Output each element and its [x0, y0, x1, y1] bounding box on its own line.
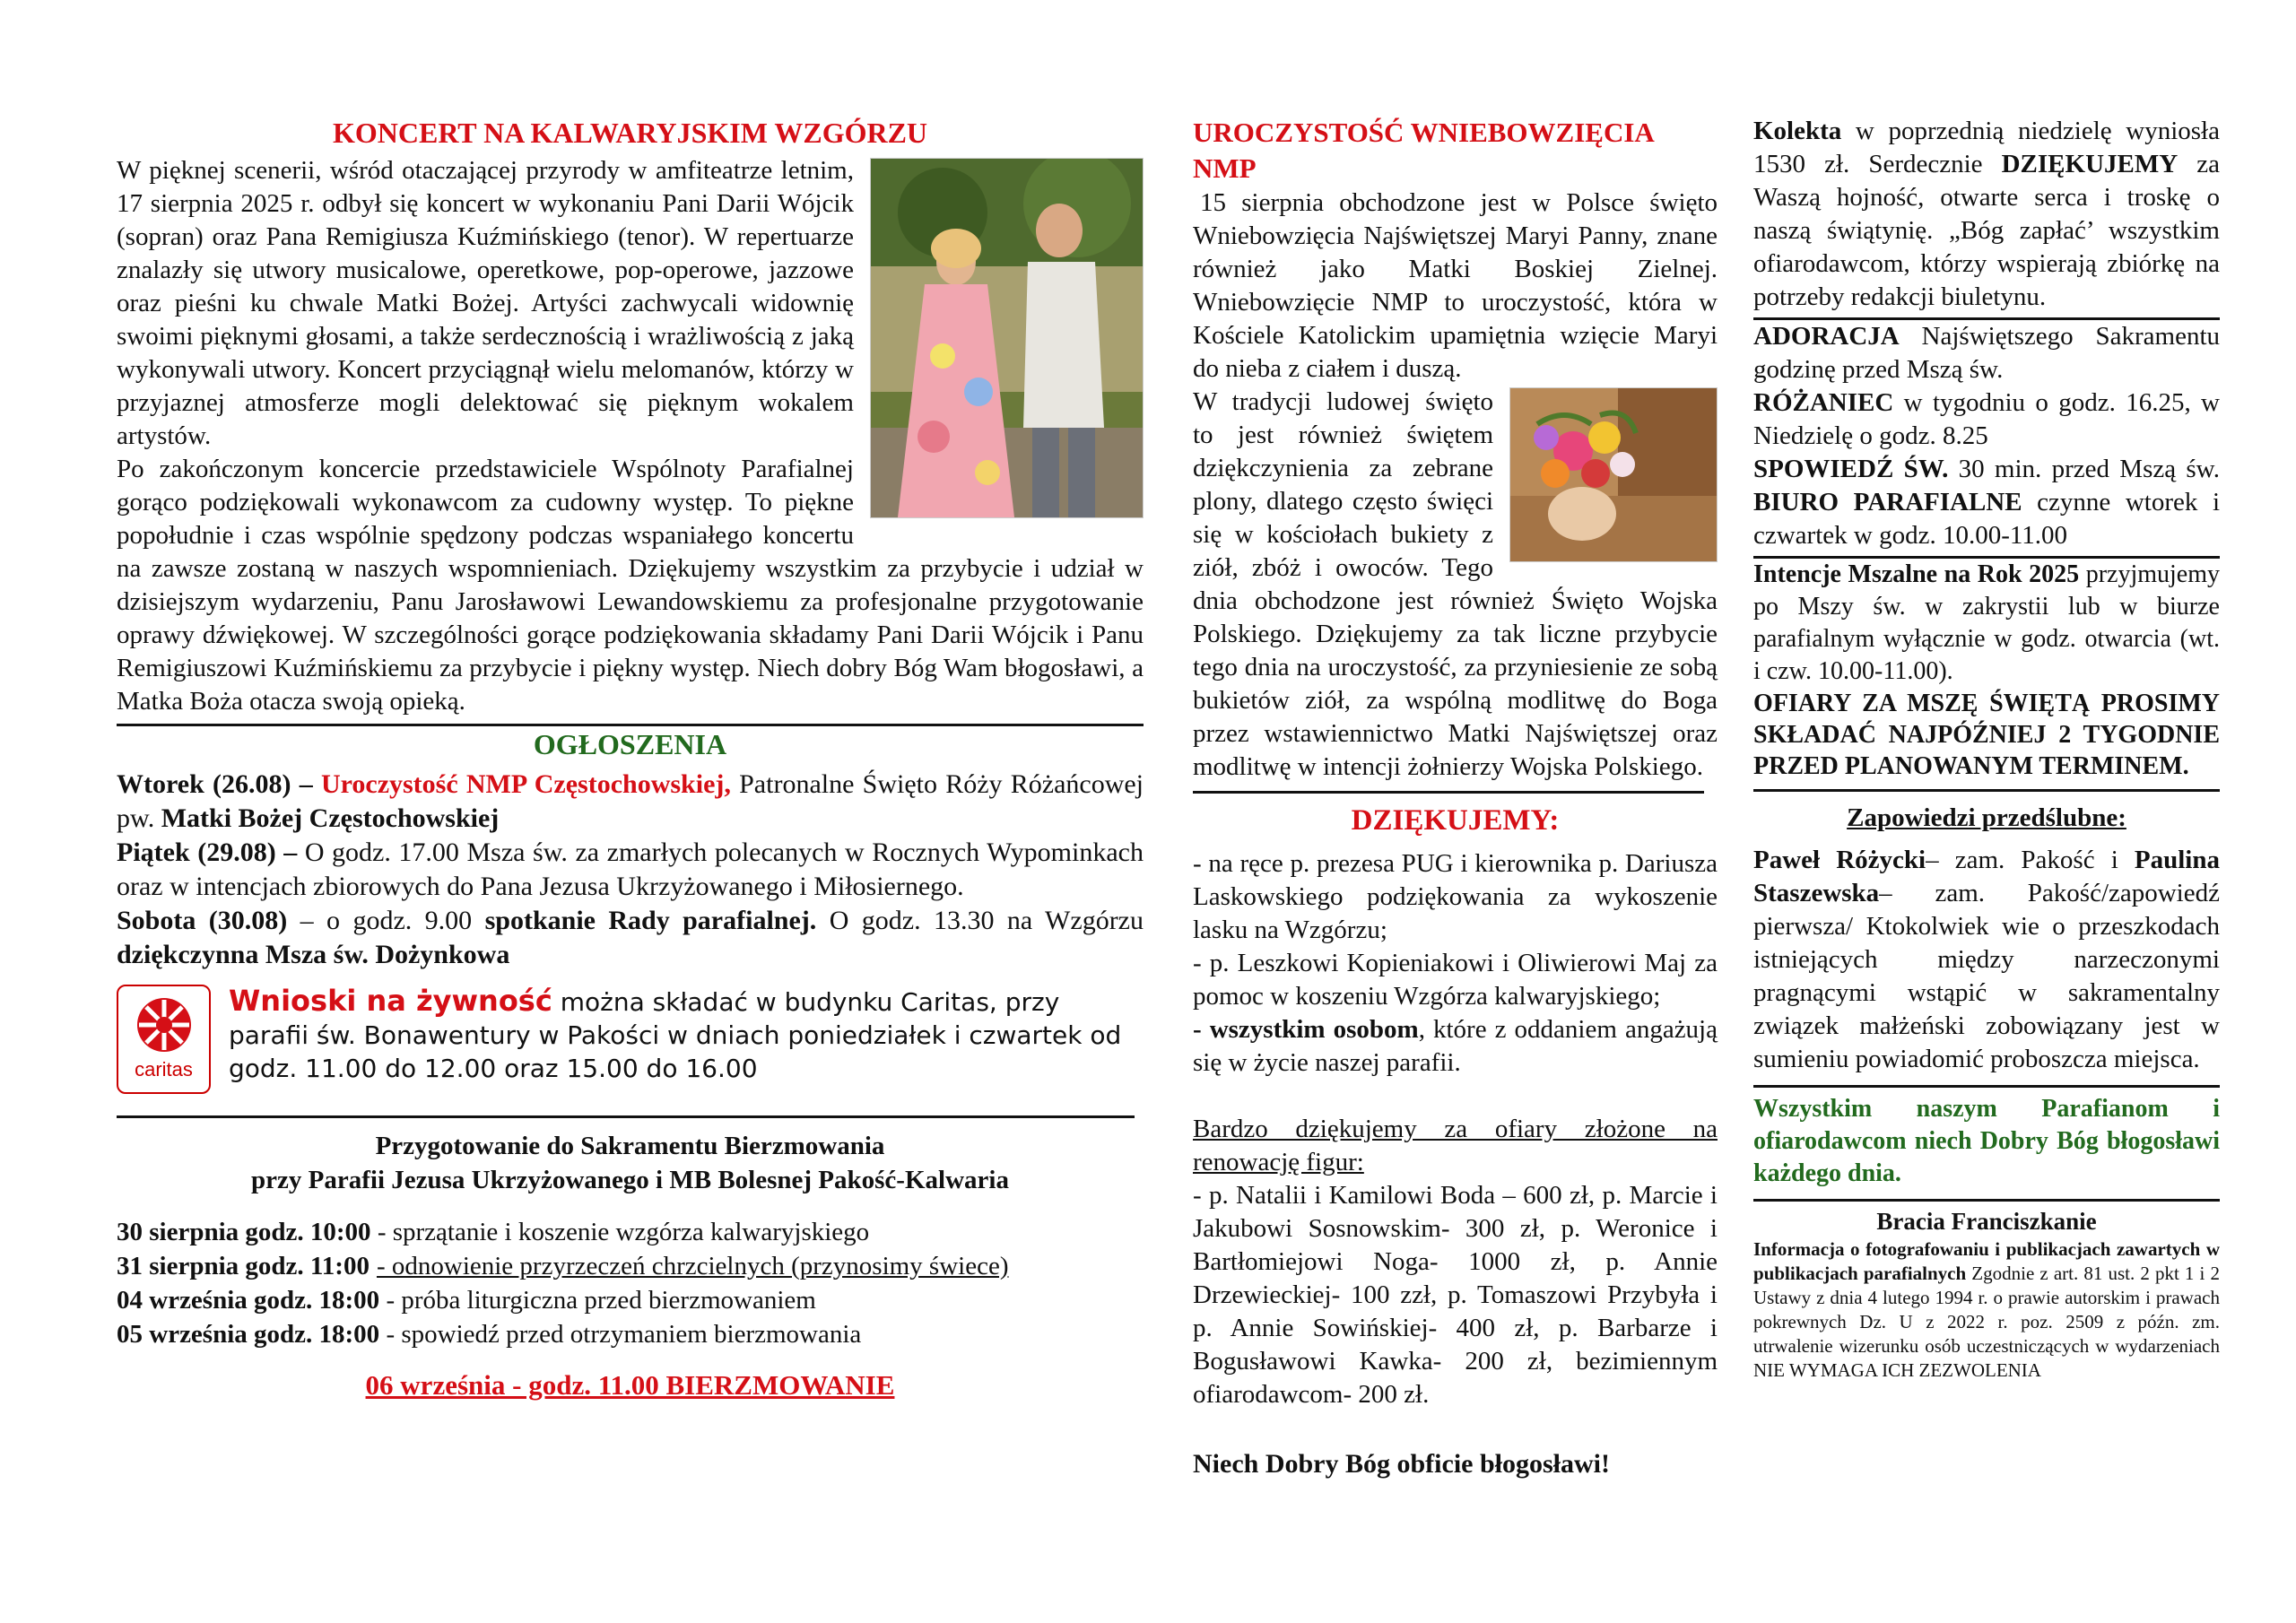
food-aid-block	[117, 985, 1144, 1094]
intentions-desc: przyjmujemy po Mszy św. w zakrystii lub w biurze parafialnym wyłącznie w godz. otwarcia (wt. i czw. 10.00-11.00).	[1753, 560, 2221, 685]
announcement-tuesday	[117, 768, 1144, 836]
thanks-item-1: - na ręce p. prezesa PUG i kierownika p. Dariusza Laskowskiego podziękowania za wykoszenie lasku na Wzgórzu;	[1193, 849, 1718, 944]
concert-title: KONCERT NA KALWARYJSKIM WZGÓRZU	[332, 117, 928, 149]
thanks-item-2: - p. Leszkowi Kopieniakowi i Oliwierowi Maj za pomoc w koszeniu Wzgórza kalwaryjskiego;	[1193, 949, 1718, 1011]
adoration-bold: ADORACJA	[1753, 322, 1900, 351]
right-column	[1753, 115, 2220, 1383]
friday-text: O godz. 17.00 Msza św. za zmarłych polecanych w Rocznych Wypominkach oraz w intencjach zbiorowych do Pana Jezusa Ukrzyżowanego i Miłosiernego.	[117, 838, 1144, 901]
schedule-text: - próba liturgiczna przed bierzmowaniem	[386, 1286, 816, 1315]
caritas-logo-text: caritas	[135, 1058, 193, 1081]
confirmation-title-1: Przygotowanie do Sakramentu Bierzmowania	[375, 1132, 885, 1160]
divider	[1753, 1199, 2220, 1202]
collection-text	[1753, 115, 2220, 314]
confirmation-title-2: przy Parafii Jezusa Ukrzyżowanego i MB Bolesnej Pakość-Kalwaria	[251, 1166, 1009, 1194]
tuesday-feast: Uroczystość NMP Częstochowskiej,	[320, 769, 731, 799]
blessing-text: Niech Dobry Bóg obficie błogosławi!	[1193, 1449, 1610, 1479]
bouquet-photo	[1509, 387, 1718, 562]
divider	[1193, 791, 1704, 794]
schedule-text: - odnowienie przyrzeczeń chrzcielnych (przynosimy świece)	[376, 1252, 1009, 1280]
caritas-logo	[117, 985, 211, 1094]
schedule-text: - spowiedź przed otrzymaniem bierzmowania	[386, 1320, 862, 1349]
confession-text	[1753, 453, 2220, 552]
announcement-friday	[117, 836, 1144, 904]
tuesday-label: Wtorek (26.08) –	[117, 769, 313, 799]
middle-column	[1193, 115, 1718, 1481]
greeting-text: Wszystkim naszym Parafianom i ofiarodawcom niech Dobry Bóg błogosławi każdego dnia.	[1753, 1095, 2220, 1187]
thanks-title: DZIĘKUJEMY:	[1351, 804, 1560, 837]
saturday-bold-2: dziękczynna Msza św. Dożynkowa	[117, 940, 510, 969]
banns-text-2: – zam. Pakość/zapowiedź pierwsza/	[1753, 879, 2220, 941]
schedule-row	[117, 1283, 1144, 1317]
adoration-text	[1753, 320, 2220, 386]
adoration-desc: Najświętszego Sakramentu godzinę przed Mszą św.	[1753, 322, 2220, 384]
schedule-row	[117, 1215, 1144, 1249]
offerings-text: OFIARY ZA MSZĘ ŚWIĘTĄ PROSIMY SKŁADAĆ NAJPÓŹNIEJ 2 TYGODNIE PRZED PLANOWANYM TERMINEM.	[1753, 690, 2220, 780]
donations-text: - p. Natalii i Kamilowi Boda – 600 zł, p. Marcie i Jakubowi Sosnowskim- 300 zł, p. Weronice i Bartłomiejowi Noga- 1000 zł, p. Annie Drzewieckiej- 100 zzł, p. Tomaszowi Przybyła i p. Annie Sowińskiej- 400 zł, p. Barbarze i Bogusławowi Kawka- 200 zł, bezimiennym ofiarodawcom- 200 zł.	[1193, 1181, 1718, 1409]
schedule-row	[117, 1317, 1144, 1351]
left-column	[117, 115, 1144, 1403]
donations-title: Bardzo dziękujemy za ofiary złożone na renowację figur:	[1193, 1115, 1718, 1176]
legal-bold: Informacja o fotografowaniu i publikacjach zawartych w publikacjach parafialnych	[1753, 1238, 2220, 1284]
saturday-bold-1: spotkanie Rady parafialnej.	[484, 906, 817, 935]
thanks-item-3-bold: - wszystkim osobom	[1193, 1015, 1419, 1044]
schedule-date: 04 września godz. 18:00	[117, 1286, 380, 1315]
office-desc: czynne wtorek i czwartek w godz. 10.00-11.00	[1753, 488, 2220, 550]
divider	[1753, 1085, 2220, 1088]
intentions-text	[1753, 559, 2220, 688]
thanks-item-3-text: , które z oddaniem angażują się w życie naszej parafii.	[1193, 1015, 1718, 1077]
legal-desc: Zgodnie z art. 81 ust. 2 pkt 1 i 2 Ustawy z dnia 4 lutego 1994 r. o prawie autorskim i prawach pokrewnych Dz. U z 2022 r. poz. 2509 z późn. zm. utrwalenie wizerunku osób uczestniczących w wydarzeniach NIE WYMAGA ICH ZEZWOLENIA	[1753, 1263, 2220, 1381]
food-aid-description: można składać w budynku Caritas, przy parafii św. Bonawentury w Pakości w dniach poniedziałek i czwartek od godz. 11.00 do 12.00 oraz 15.00 do 16.00	[229, 987, 1122, 1083]
food-aid-title: Wnioski na żywność	[229, 984, 552, 1018]
banns-title: Zapowiedzi przedślubne:	[1847, 803, 2126, 832]
concert-photo-image	[871, 159, 1144, 518]
banns-text	[1753, 844, 2220, 1076]
confirmation-schedule	[117, 1215, 1144, 1351]
collection-text-2: za Waszą hojność, otwarte serca i troskę o naszą świątynię. „Bóg zapłać’ wszystkim ofiarodawcom, którzy wspierają zbiórkę na potrzeby redakcji biuletynu.	[1753, 150, 2221, 311]
saturday-text-2: O godz. 13.30 na Wzgórzu	[829, 906, 1144, 935]
rosary-bold: RÓŻANIEC	[1753, 388, 1894, 417]
schedule-text: - sprzątanie i koszenie wzgórza kalwaryjskiego	[377, 1218, 870, 1246]
confirmation-final: 06 września - godz. 11.00 BIERZMOWANIE	[365, 1369, 895, 1401]
tuesday-text: Patronalne Święto Róży Różańcowej pw.	[117, 769, 1144, 833]
food-aid-text	[117, 985, 1144, 1085]
rosary-text	[1753, 386, 2220, 453]
rosary-desc: w tygodniu o godz. 16.25, w Niedzielę o godz. 8.25	[1753, 388, 2220, 450]
divider	[1753, 789, 2220, 792]
schedule-date: 31 sierpnia godz. 11:00	[117, 1252, 370, 1280]
signature: Bracia Franciszkanie	[1876, 1208, 2097, 1235]
collection-bold: Kolekta	[1753, 117, 1842, 145]
schedule-date: 30 sierpnia godz. 10:00	[117, 1218, 371, 1246]
thanks-item-3	[1193, 1013, 1718, 1080]
collection-text-1: w poprzednią niedzielę wyniosła 1530 zł. Serdecznie	[1753, 117, 2220, 178]
legal-text	[1753, 1237, 2220, 1383]
announcements-title: OGŁOSZENIA	[533, 728, 727, 760]
schedule-row	[117, 1249, 1144, 1283]
banns-name-1: Paweł Różycki	[1753, 846, 1926, 874]
announcement-saturday	[117, 904, 1144, 972]
office-bold: BIURO PARAFIALNE	[1753, 488, 2022, 516]
saturday-label: Sobota (30.08)	[117, 906, 288, 935]
banns-text-3: Ktokolwiek wie o przeszkodach istniejących między narzeczonymi pragnącymi wstąpić w sakramentalny związek małżeński zobowiązany jest w sumieniu powiadomić proboszcza miejsca.	[1753, 912, 2221, 1073]
divider	[117, 1115, 1135, 1118]
saturday-text-1: – o godz. 9.00	[300, 906, 473, 935]
concert-paragraph-1: W pięknej scenerii, wśród otaczającej przyrody w amfiteatrze letnim, 17 sierpnia 2025 r. odbył się koncert w wykonaniu Pani Darii Wójcik (sopran) oraz Pana Remigiusza Kuźmińskiego (tenor). W repertuarze znalazły się utwory musicalowe, operetkowe, pop-operowe, jazzowe oraz pieśni ku chwale Matki Bożej. Artyści zachwycali widownię swoimi pięknymi głosami, a także serdecznością i wrażliwością z jaką wykonywali utwory. Koncert przyciągnął wielu melomanów, którzy w przyjaznej atmosferze mogli delektować się pięknym wokalem artystów.	[117, 156, 854, 450]
tuesday-bold: Matki Bożej Częstochowskiej	[161, 803, 500, 833]
collection-bold-2: DZIĘKUJEMY	[2001, 150, 2179, 178]
friday-label: Piątek (29.08) –	[117, 838, 298, 867]
confession-bold: SPOWIEDŹ ŚW.	[1753, 455, 1949, 483]
intentions-bold: Intencje Mszalne na Rok 2025	[1753, 560, 2080, 588]
assumption-paragraph-2: W tradycji ludowej święto to jest również świętem dziękczynienia za zebrane plony, dlatego często święci się w kościołach bukiety z ziół, zbóż i owoców. Tego dnia obchodzone jest również Święto Wojska Polskiego. Dziękujemy za tak liczne przybycie tego dnia na uroczystość, za przyniesienie ze sobą bukietów ziół, za wspólną modlitwę do Boga przez wstawiennictwo Matki Najświętszej oraz modlitwę w intencji żołnierzy Wojska Polskiego.	[1193, 387, 1718, 781]
assumption-title: UROCZYSTOŚĆ WNIEBOWZIĘCIA NMP	[1193, 117, 1654, 184]
concert-photo	[870, 158, 1144, 518]
schedule-date: 05 września godz. 18:00	[117, 1320, 380, 1349]
confession-desc: 30 min. przed Mszą św.	[1958, 455, 2220, 483]
banns-name-2: Paulina Staszewska	[1753, 846, 2220, 907]
bouquet-photo-image	[1510, 388, 1718, 562]
banns-text-1: – zam. Pakość i	[1926, 846, 2118, 874]
caritas-cross-icon	[135, 995, 194, 1055]
assumption-paragraph-1: 15 sierpnia obchodzone jest w Polsce święto Wniebowzięcia Najświętszej Maryi Panny, znane również jako Matki Boskiej Zielnej. Wniebowzięcie NMP to uroczystość, która w Kościele Katolickim upamiętnia wzięcie Maryi do nieba z ciałem i duszą.	[1193, 188, 1718, 383]
concert-paragraph-2: Po zakończonym koncercie przedstawiciele Wspólnoty Parafialnej gorąco podziękowali wykonawcom za cudowny występ. To piękne popołudnie i czas wspólnie spędzony podczas wspaniałego koncertu na zawsze zostaną w naszych wspomnieniach. Dziękujemy wszystkim za przybycie i udział w dzisiejszym wydarzeniu, Panu Jarosławowi Lewandowskiemu za profesjonalne przygotowanie oprawy dźwiękowej. W szczególności gorące podziękowania składamy Pani Darii Wójcik i Panu Remigiuszowi Kuźmińskiemu za przybycie i piękny występ. Niech dobry Bóg Wam błogosławi, a Matka Boża otacza swoją opieką.	[117, 455, 1144, 716]
